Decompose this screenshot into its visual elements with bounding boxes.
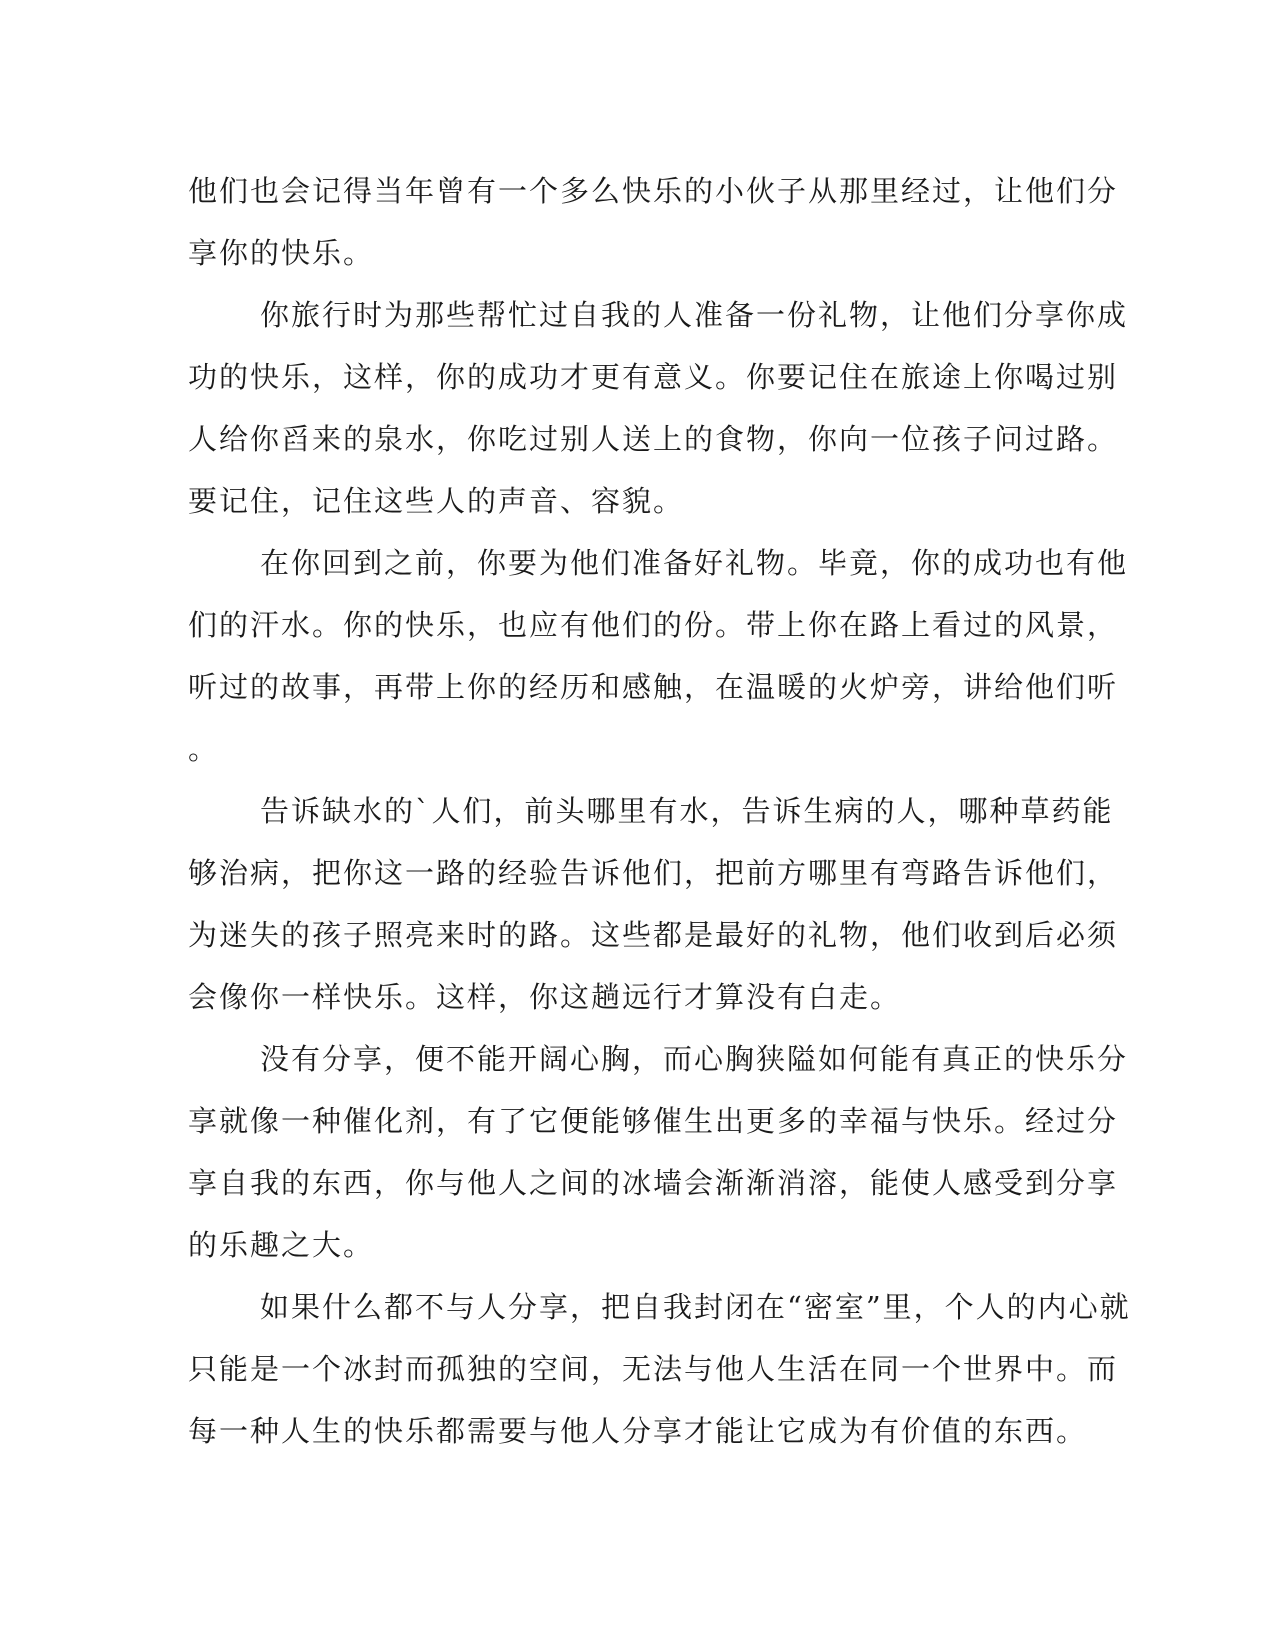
- paragraph-5-line-3: 享自我的东西，你与他人之间的冰墙会渐渐消溶，能使人感受到分享: [188, 1166, 1119, 1200]
- paragraph-2-line-2: 功的快乐，这样，你的成功才更有意义。你要记住在旅途上你喝过别: [188, 360, 1119, 394]
- document-body: [188, 160, 1131, 1462]
- paragraph-3-line-2: 们的汗水。你的快乐，也应有他们的份。带上你在路上看过的风景，: [188, 608, 1119, 642]
- paragraph-1-line-1: 他们也会记得当年曾有一个多么快乐的小伙子从那里经过，让他们分: [188, 174, 1119, 208]
- paragraph-5-line-1: 没有分享，便不能开阔心胸，而心胸狭隘如何能有真正的快乐分: [260, 1042, 1129, 1076]
- paragraph-6-line-1: 如果什么都不与人分享，把自我封闭在“密室”里，个人的内心就: [260, 1290, 1131, 1324]
- paragraph-4-line-2: 够治病，把你这一路的经验告诉他们，把前方哪里有弯路告诉他们，: [188, 856, 1119, 890]
- paragraph-2-line-3: 人给你舀来的泉水，你吃过别人送上的食物，你向一位孩子问过路。: [188, 422, 1119, 456]
- paragraph-2-line-4: 要记住，记住这些人的声音、容貌。: [188, 484, 685, 518]
- paragraph-2-line-1: 你旅行时为那些帮忙过自我的人准备一份礼物，让他们分享你成: [260, 298, 1129, 332]
- paragraph-3-line-4: 。: [188, 732, 220, 766]
- paragraph-5-line-2: 享就像一种催化剂，有了它便能够催生出更多的幸福与快乐。经过分: [188, 1104, 1119, 1138]
- paragraph-3-line-1: 在你回到之前，你要为他们准备好礼物。毕竟，你的成功也有他: [260, 546, 1129, 580]
- paragraph-4-line-1: 告诉缺水的`人们，前头哪里有水，告诉生病的人，哪种草药能: [260, 794, 1114, 828]
- paragraph-6-line-2: 只能是一个冰封而孤独的空间，无法与他人生活在同一个世界中。而: [188, 1352, 1119, 1386]
- paragraph-6-line-3: 每一种人生的快乐都需要与他人分享才能让它成为有价值的东西。: [188, 1414, 1088, 1448]
- paragraph-3-line-3: 听过的故事，再带上你的经历和感触，在温暖的火炉旁，讲给他们听: [188, 670, 1119, 704]
- paragraph-4-line-3: 为迷失的孩子照亮来时的路。这些都是最好的礼物，他们收到后必须: [188, 918, 1119, 952]
- paragraph-1-line-2: 享你的快乐。: [188, 236, 375, 270]
- paragraph-5-line-4: 的乐趣之大。: [188, 1228, 375, 1262]
- paragraph-4-line-4: 会像你一样快乐。这样，你这趟远行才算没有白走。: [188, 980, 902, 1014]
